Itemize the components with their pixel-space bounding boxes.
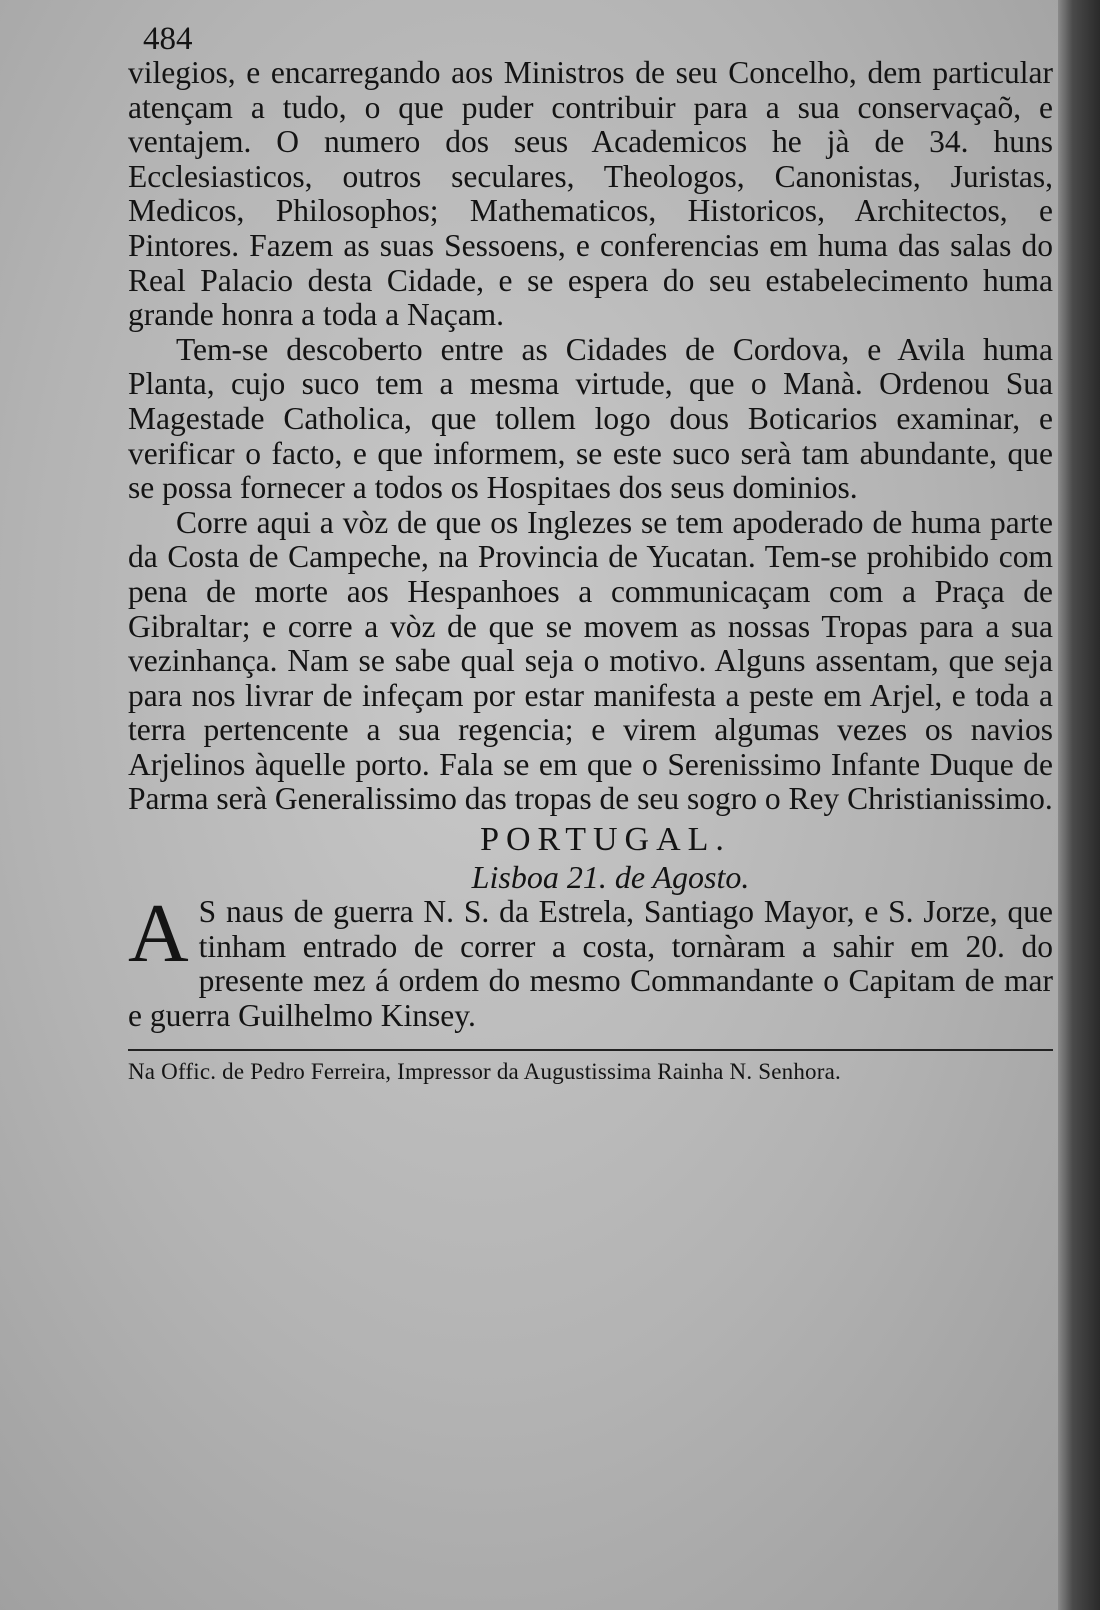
paragraph-academy: vilegios, e encarregando aos Ministros de seu Concelho, dem particular atençam a tudo, o que puder contribuir para a sua conservaçaõ, e ventajem. O numero dos seus Academicos he jà de 34. huns Ecclesiasticos, outros seculares, Theologos, Canonistas, Juristas, Medicos, Philosophos; Mathematicos, Historicos, Architectos, e Pintores. Fazem as suas Sessoens, e conferencias em huma das salas do Real Palacio desta Cidade, e se espera do seu estabelecimento huma grande honra a toda a Naçam.	[128, 55, 1053, 333]
imprint-line: Na Offic. de Pedro Ferreira, Impressor da Augustissima Rainha N. Senhora.	[128, 1059, 841, 1085]
paragraph-plant: Tem-se descoberto entre as Cidades de Cordova, e Avila huma Planta, cujo suco tem a mesma virtude, que o Manà. Ordenou Sua Magestade Catholica, que tollem logo dous Boticarios examinar, e verificar o facto, e que informem, se este suco serà tam abundante, que se possa fornecer a todos os Hospitaes dos seus dominios.	[128, 331, 1053, 506]
page-edge-shadow	[1058, 0, 1100, 1610]
page-text	[128, 22, 1053, 1089]
paragraph-campeche: Corre aqui a vòz de que os Inglezes se tem apoderado de huma parte da Costa de Campeche, na Provincia de Yucatan. Tem-se prohibido com pena de morte aos Hespanhoes a communicaçam com a Praça de Gibraltar; e corre a vòz de que se movem as nossas Tropas para a sua vezinhança. Nam se sabe qual seja o motivo. Alguns assentam, que seja para nos livrar de infeçam por estar manifesta a peste em Arjel, e toda a terra pertencente a sua regencia; e virem algumas vezes os navios Arjelinos àquelle porto. Fala se em que o Serenissimo Infante Duque de Parma serà Generalissimo das tropas de seu sogro o Rey Christianissimo.	[128, 504, 1053, 817]
divider-rule	[128, 1049, 1053, 1051]
page-number: 484	[143, 21, 193, 57]
final-paragraph-block	[128, 887, 1053, 1033]
paragraph-ships: S naus de guerra N. S. da Estrela, Santiago Mayor, e S. Jorze, que tinham entrado de correr a costa, tornàram a sahir em 20. do presente mez á ordem do mesmo Commandante o Capitam de mar e guerra Guilhelmo Kinsey.	[128, 894, 1053, 1033]
section-heading: PORTUGAL.	[480, 821, 731, 859]
drop-cap: A	[128, 887, 189, 981]
dateline: Lisboa 21. de Agosto.	[471, 859, 750, 896]
